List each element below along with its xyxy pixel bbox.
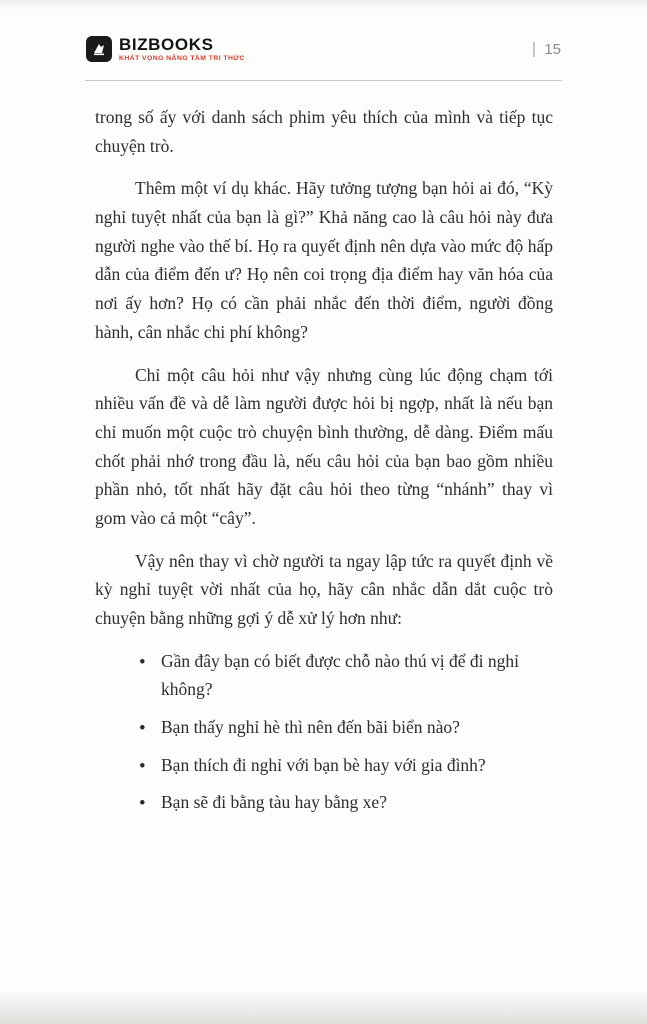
logo-tagline: KHÁT VỌNG NÂNG TẦM TRI THỨC [119, 55, 245, 62]
page-number-divider [533, 42, 535, 57]
paragraph: Vậy nên thay vì chờ người ta ngay lập tức ra quyết định về kỳ nghỉ tuyệt vời nhất của họ, hãy cân nhắc dẫn dắt cuộc trò chuyện bằng những gợi ý dễ xử lý hơn như: [95, 550, 553, 628]
page-top-shade [0, 0, 647, 10]
bizbooks-logo [86, 36, 245, 63]
page-header [86, 36, 561, 63]
bullet-item: • Bạn sẽ đi bằng tàu hay bằng xe? [137, 788, 553, 817]
logo-text-block [119, 36, 245, 63]
header-rule [85, 80, 562, 81]
page-number-value: 15 [544, 40, 561, 58]
bullet-item: • Gần đây bạn có biết được chỗ nào thú vị để đi nghỉ không? [137, 647, 553, 704]
bizbooks-logo-icon [86, 36, 112, 62]
paragraph: Thêm một ví dụ khác. Hãy tưởng tượng bạn hỏi ai đó, “Kỳ nghỉ tuyệt nhất của bạn là gì?” Khả năng cao là câu hỏi này đưa người nghe vào thế bí. Họ ra quyết định nên dựa vào mức độ hấp dẫn của điểm đến ư? Họ nên coi trọng địa điểm hay văn hóa của nơi ấy hơn? Họ có cần phải nhắc đến thời điểm, người đồng hành, cân nhắc chi phí không? [95, 178, 553, 342]
page-bottom-shade [0, 990, 647, 1024]
body-text [95, 103, 553, 826]
paragraph: trong số ấy với danh sách phim yêu thích của mình và tiếp tục chuyện trò. [95, 107, 553, 156]
bullet-item: • Bạn thấy nghỉ hè thì nên đến bãi biển nào? [137, 713, 553, 742]
page-number [533, 41, 561, 58]
paragraph: Chỉ một câu hỏi như vậy nhưng cùng lúc động chạm tới nhiều vấn đề và dễ làm người được hỏi bị ngợp, nhất là nếu bạn chỉ muốn một cuộc trò chuyện bình thường, dễ dàng. Điểm mấu chốt phải nhớ trong đầu là, nếu câu hỏi của bạn bao gồm nhiều phần nhỏ, tốt nhất hãy đặt câu hỏi theo từng “nhánh” thay vì gom vào cả một “cây”. [95, 364, 553, 528]
logo-name: BIZBOOKS [119, 35, 214, 54]
bullet-item: • Bạn thích đi nghỉ với bạn bè hay với gia đình? [137, 751, 553, 780]
bullet-list [137, 647, 553, 817]
